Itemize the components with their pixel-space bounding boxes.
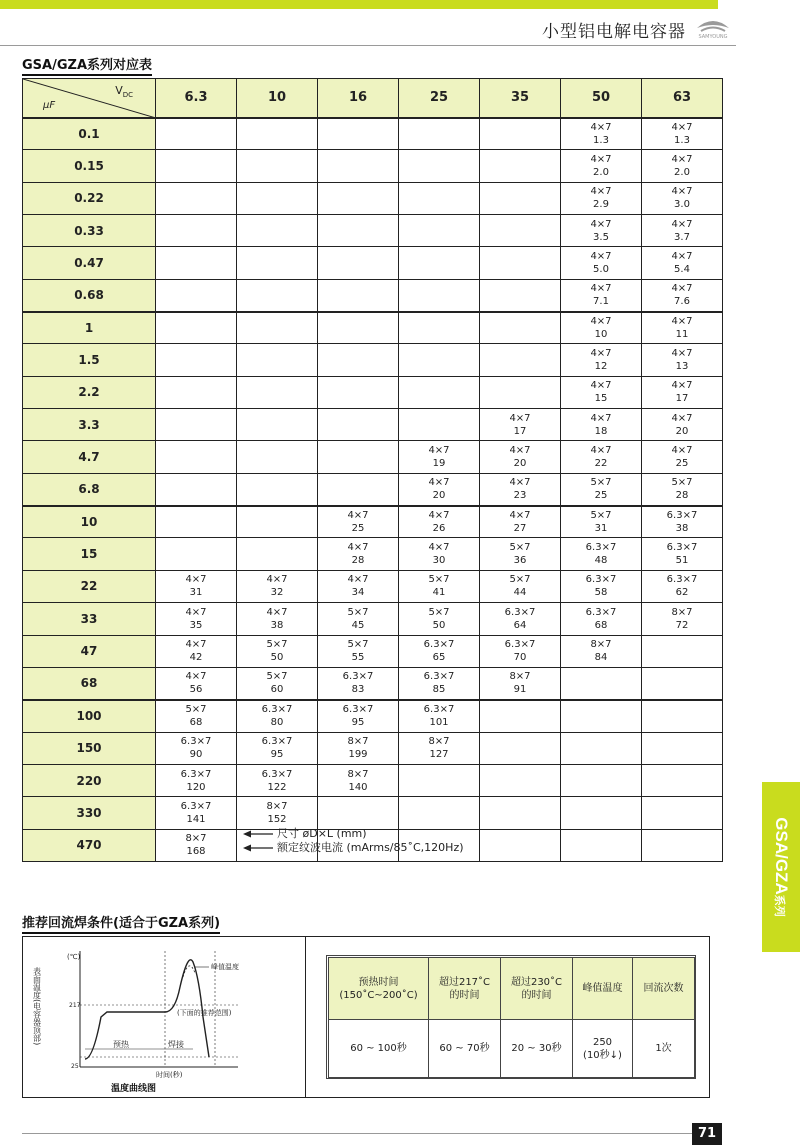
spec-cell: 5×7 50 (237, 635, 318, 667)
spec-cell: 4×7 17 (642, 376, 723, 408)
spec-cell (237, 182, 318, 214)
table-row (23, 570, 723, 602)
spec-cell (399, 797, 480, 829)
spec-cell (642, 829, 723, 861)
spec-cell: 8×7 140 (318, 764, 399, 796)
temperature-curve-diagram (23, 937, 306, 1097)
voltage-header: 6.3 (156, 79, 237, 118)
spec-cell: 5×7 36 (480, 538, 561, 570)
spec-cell (561, 829, 642, 861)
table-row (23, 215, 723, 247)
spec-cell (642, 797, 723, 829)
spec-cell (480, 829, 561, 861)
capacitance-cell: 15 (23, 538, 156, 570)
spec-cell: 4×7 1.3 (642, 118, 723, 150)
header-divider (0, 45, 736, 46)
spec-cell: 6.3×7 85 (399, 667, 480, 699)
spec-cell (399, 312, 480, 344)
spec-cell (642, 764, 723, 796)
legend-line-size (243, 827, 464, 841)
page-number: 71 (692, 1123, 722, 1145)
spec-cell (480, 279, 561, 311)
table-row (23, 797, 723, 829)
table-row (23, 150, 723, 182)
spec-cell (480, 312, 561, 344)
capacitance-cell: 100 (23, 700, 156, 732)
spec-cell (237, 279, 318, 311)
spec-cell: 6.3×7 141 (156, 797, 237, 829)
spec-cell (156, 344, 237, 376)
curve-unit: (℃) (67, 953, 81, 961)
spec-cell: 4×7 26 (399, 506, 480, 538)
table-row (23, 376, 723, 408)
spec-cell: 4×7 30 (399, 538, 480, 570)
capacitance-cell: 0.1 (23, 118, 156, 150)
spec-cell (480, 344, 561, 376)
table-row (23, 603, 723, 635)
spec-cell (237, 441, 318, 473)
spec-cell (237, 538, 318, 570)
table-row (23, 538, 723, 570)
spec-cell: 4×7 35 (156, 603, 237, 635)
table-row (23, 700, 723, 732)
spec-cell: 4×7 3.0 (642, 182, 723, 214)
table-row (23, 667, 723, 699)
left-arrow-icon (243, 830, 273, 838)
curve-tick-25: 25 (71, 1063, 79, 1070)
capacitance-cell: 0.47 (23, 247, 156, 279)
spec-cell: 4×7 11 (642, 312, 723, 344)
spec-cell: 6.3×7 65 (399, 635, 480, 667)
spec-cell: 5×7 31 (561, 506, 642, 538)
spec-cell (237, 118, 318, 150)
reflow-value-cell: 60 ~ 100秒 (329, 1020, 429, 1078)
spec-cell (561, 700, 642, 732)
spec-cell (642, 732, 723, 764)
spec-cell: 5×7 41 (399, 570, 480, 602)
capacitance-cell: 4.7 (23, 441, 156, 473)
voltage-header: 50 (561, 79, 642, 118)
spec-cell: 5×7 28 (642, 473, 723, 505)
spec-cell (399, 247, 480, 279)
voltage-header: 25 (399, 79, 480, 118)
spec-cell: 4×7 25 (318, 506, 399, 538)
spec-cell: 4×7 17 (480, 409, 561, 441)
capacitance-cell: 150 (23, 732, 156, 764)
spec-cell: 4×7 27 (480, 506, 561, 538)
curve-y-axis-label: 表面温度(电容器顶部) (32, 967, 42, 1046)
spec-cell (399, 376, 480, 408)
spec-cell (318, 312, 399, 344)
reflow-header-cell: 预热时间 (150˚C~200˚C) (329, 958, 429, 1020)
spec-cell: 4×7 2.9 (561, 182, 642, 214)
table-row (23, 764, 723, 796)
spec-cell (318, 247, 399, 279)
capacitance-cell: 0.68 (23, 279, 156, 311)
correspondence-table (22, 78, 723, 862)
spec-cell: 4×7 3.7 (642, 215, 723, 247)
spec-cell: 4×7 42 (156, 635, 237, 667)
curve-range-label: (下面的推荐范围) (177, 1009, 232, 1017)
spec-cell: 8×7 168 (156, 829, 237, 861)
spec-cell (399, 118, 480, 150)
spec-cell (480, 247, 561, 279)
capacitance-cell: 3.3 (23, 409, 156, 441)
capacitance-cell: 10 (23, 506, 156, 538)
reflow-header-cell: 峰值温度 (573, 958, 633, 1020)
spec-cell (480, 150, 561, 182)
spec-cell (318, 118, 399, 150)
table-row (23, 635, 723, 667)
spec-cell (156, 215, 237, 247)
spec-cell: 4×7 19 (399, 441, 480, 473)
spec-cell (480, 764, 561, 796)
capacitance-cell: 0.33 (23, 215, 156, 247)
reflow-value-cell: 20 ~ 30秒 (501, 1020, 573, 1078)
curve-solder-label: 焊接 (168, 1040, 184, 1049)
voltage-header: 35 (480, 79, 561, 118)
spec-cell: 4×7 22 (561, 441, 642, 473)
spec-cell: 6.3×7 80 (237, 700, 318, 732)
corner-dc: DC (122, 91, 133, 100)
spec-cell: 8×7 91 (480, 667, 561, 699)
spec-cell: 4×7 20 (399, 473, 480, 505)
reflow-header-cell: 超过217˚C 的时间 (429, 958, 501, 1020)
spec-cell: 4×7 20 (642, 409, 723, 441)
curve-caption: 温度曲线图 (111, 1084, 157, 1094)
spec-cell (399, 215, 480, 247)
spec-cell (642, 667, 723, 699)
table-row (23, 473, 723, 505)
spec-cell: 4×7 13 (642, 344, 723, 376)
capacitance-cell: 1.5 (23, 344, 156, 376)
legend-line-ripple (243, 841, 464, 855)
spec-cell (156, 506, 237, 538)
spec-cell: 5×7 25 (561, 473, 642, 505)
curve-time-label: 时间(秒) (156, 1071, 183, 1079)
table-corner-header (23, 79, 156, 118)
spec-cell (156, 182, 237, 214)
legend-ripple-text: 额定纹波电流 (mArms/85˚C,120Hz) (277, 841, 464, 854)
table-row (23, 344, 723, 376)
spec-cell: 4×7 2.0 (642, 150, 723, 182)
logo-text: SAMYOUNG (698, 34, 728, 40)
voltage-header: 10 (237, 79, 318, 118)
capacitance-cell: 330 (23, 797, 156, 829)
spec-cell: 5×7 45 (318, 603, 399, 635)
spec-cell (561, 732, 642, 764)
spec-cell (237, 506, 318, 538)
spec-cell: 6.3×7 95 (318, 700, 399, 732)
spec-cell (156, 247, 237, 279)
spec-cell (318, 182, 399, 214)
spec-cell: 4×7 20 (480, 441, 561, 473)
spec-cell (237, 247, 318, 279)
spec-cell (318, 797, 399, 829)
spec-cell: 6.3×7 68 (561, 603, 642, 635)
spec-cell: 6.3×7 101 (399, 700, 480, 732)
spec-cell: 4×7 25 (642, 441, 723, 473)
spec-cell (480, 376, 561, 408)
table-row (23, 118, 723, 150)
spec-cell (156, 150, 237, 182)
spec-cell (399, 409, 480, 441)
spec-cell: 8×7 152 (237, 797, 318, 829)
reflow-conditions-table (328, 957, 695, 1078)
spec-cell (561, 797, 642, 829)
spec-cell: 8×7 127 (399, 732, 480, 764)
reflow-value-cell: 250 (10秒↓) (573, 1020, 633, 1078)
spec-cell: 4×7 3.5 (561, 215, 642, 247)
capacitance-cell: 220 (23, 764, 156, 796)
side-tab-suffix: 系列 (773, 894, 785, 917)
spec-cell: 4×7 31 (156, 570, 237, 602)
spec-cell: 4×7 38 (237, 603, 318, 635)
samyoung-logo-icon (693, 12, 733, 40)
spec-cell (399, 764, 480, 796)
spec-cell: 6.3×7 64 (480, 603, 561, 635)
capacitance-cell: 2.2 (23, 376, 156, 408)
spec-cell (237, 409, 318, 441)
table-row (23, 312, 723, 344)
spec-cell (156, 538, 237, 570)
spec-cell (480, 215, 561, 247)
table-row (23, 732, 723, 764)
spec-cell: 6.3×7 70 (480, 635, 561, 667)
corner-diagonal-line (23, 79, 156, 118)
spec-cell (156, 473, 237, 505)
spec-cell: 4×7 23 (480, 473, 561, 505)
spec-cell: 6.3×7 38 (642, 506, 723, 538)
spec-cell (237, 312, 318, 344)
table-row (23, 409, 723, 441)
spec-cell (318, 150, 399, 182)
spec-cell: 4×7 5.0 (561, 247, 642, 279)
spec-cell (480, 797, 561, 829)
reflow-value-cell: 60 ~ 70秒 (429, 1020, 501, 1078)
corner-vdc-label (115, 84, 133, 99)
spec-cell (237, 376, 318, 408)
spec-cell: 6.3×7 62 (642, 570, 723, 602)
spec-cell (237, 215, 318, 247)
page-header-title: 小型铝电解电容器 (542, 22, 686, 42)
side-tab-text (771, 817, 791, 916)
temperature-curve-panel (23, 937, 306, 1097)
spec-cell (480, 700, 561, 732)
spec-cell (318, 279, 399, 311)
spec-cell: 8×7 199 (318, 732, 399, 764)
top-accent-bar (0, 0, 718, 9)
spec-cell: 4×7 7.6 (642, 279, 723, 311)
spec-cell (237, 150, 318, 182)
spec-cell: 5×7 68 (156, 700, 237, 732)
spec-cell (156, 118, 237, 150)
table-row (23, 506, 723, 538)
spec-cell (318, 376, 399, 408)
legend-size-text: 尺寸 øD×L (mm) (277, 827, 367, 840)
spec-cell: 6.3×7 122 (237, 764, 318, 796)
spec-cell: 8×7 72 (642, 603, 723, 635)
spec-cell (642, 635, 723, 667)
spec-cell (399, 279, 480, 311)
spec-cell: 5×7 50 (399, 603, 480, 635)
spec-cell (318, 409, 399, 441)
spec-cell: 6.3×7 120 (156, 764, 237, 796)
spec-cell (561, 667, 642, 699)
curve-preheat-label: 预热 (113, 1040, 129, 1049)
spec-cell (156, 279, 237, 311)
corner-uf-label: μF (43, 99, 56, 111)
spec-cell: 6.3×7 90 (156, 732, 237, 764)
spec-cell: 6.3×7 83 (318, 667, 399, 699)
voltage-header: 63 (642, 79, 723, 118)
reflow-header-cell: 超过230˚C 的时间 (501, 958, 573, 1020)
spec-cell (480, 182, 561, 214)
spec-cell: 5×7 44 (480, 570, 561, 602)
capacitance-cell: 1 (23, 312, 156, 344)
spec-cell (561, 764, 642, 796)
voltage-header: 16 (318, 79, 399, 118)
series-side-tab (762, 782, 800, 952)
capacitance-cell: 0.15 (23, 150, 156, 182)
spec-cell (399, 150, 480, 182)
section-title-reflow: 推荐回流焊条件(适合于GZA系列) (22, 912, 220, 934)
spec-cell (399, 344, 480, 376)
reflow-panel (22, 936, 710, 1098)
curve-peak-label: 峰值温度 (211, 963, 239, 971)
spec-cell (156, 376, 237, 408)
spec-cell (480, 732, 561, 764)
spec-cell: 4×7 2.0 (561, 150, 642, 182)
spec-cell: 4×7 34 (318, 570, 399, 602)
spec-cell: 4×7 28 (318, 538, 399, 570)
spec-cell: 4×7 15 (561, 376, 642, 408)
table-row (23, 279, 723, 311)
capacitance-cell: 68 (23, 667, 156, 699)
footer-divider (22, 1133, 698, 1134)
spec-cell: 4×7 32 (237, 570, 318, 602)
spec-cell: 4×7 7.1 (561, 279, 642, 311)
capacitance-cell: 33 (23, 603, 156, 635)
spec-cell: 4×7 56 (156, 667, 237, 699)
spec-cell (156, 312, 237, 344)
spec-cell (318, 344, 399, 376)
spec-cell (318, 441, 399, 473)
capacitance-cell: 0.22 (23, 182, 156, 214)
table-row (23, 247, 723, 279)
spec-cell: 6.3×7 48 (561, 538, 642, 570)
capacitance-cell: 6.8 (23, 473, 156, 505)
table-row (23, 441, 723, 473)
curve-tick-217: 217 (69, 1002, 81, 1009)
capacitance-cell: 22 (23, 570, 156, 602)
spec-cell: 4×7 1.3 (561, 118, 642, 150)
spec-cell: 8×7 84 (561, 635, 642, 667)
table-row (23, 182, 723, 214)
spec-cell: 6.3×7 51 (642, 538, 723, 570)
spec-cell (156, 409, 237, 441)
reflow-value-cell: 1次 (633, 1020, 695, 1078)
capacitance-cell: 470 (23, 829, 156, 861)
spec-cell: 4×7 5.4 (642, 247, 723, 279)
spec-cell: 6.3×7 58 (561, 570, 642, 602)
spec-cell (237, 473, 318, 505)
spec-cell (156, 441, 237, 473)
spec-cell: 5×7 55 (318, 635, 399, 667)
capacitance-cell: 47 (23, 635, 156, 667)
spec-cell (237, 344, 318, 376)
table-legend (243, 827, 464, 855)
spec-cell: 4×7 18 (561, 409, 642, 441)
reflow-header-cell: 回流次数 (633, 958, 695, 1020)
spec-cell (642, 700, 723, 732)
spec-cell (480, 118, 561, 150)
spec-cell: 4×7 10 (561, 312, 642, 344)
spec-cell: 5×7 60 (237, 667, 318, 699)
left-arrow-icon (243, 844, 273, 852)
spec-cell (399, 182, 480, 214)
section-title-correspondence: GSA/GZA系列对应表 (22, 54, 152, 76)
spec-cell (318, 215, 399, 247)
spec-cell: 4×7 12 (561, 344, 642, 376)
corner-v: V (115, 84, 123, 97)
spec-cell: 6.3×7 95 (237, 732, 318, 764)
side-tab-series: GSA/GZA (772, 817, 791, 895)
spec-cell (318, 473, 399, 505)
